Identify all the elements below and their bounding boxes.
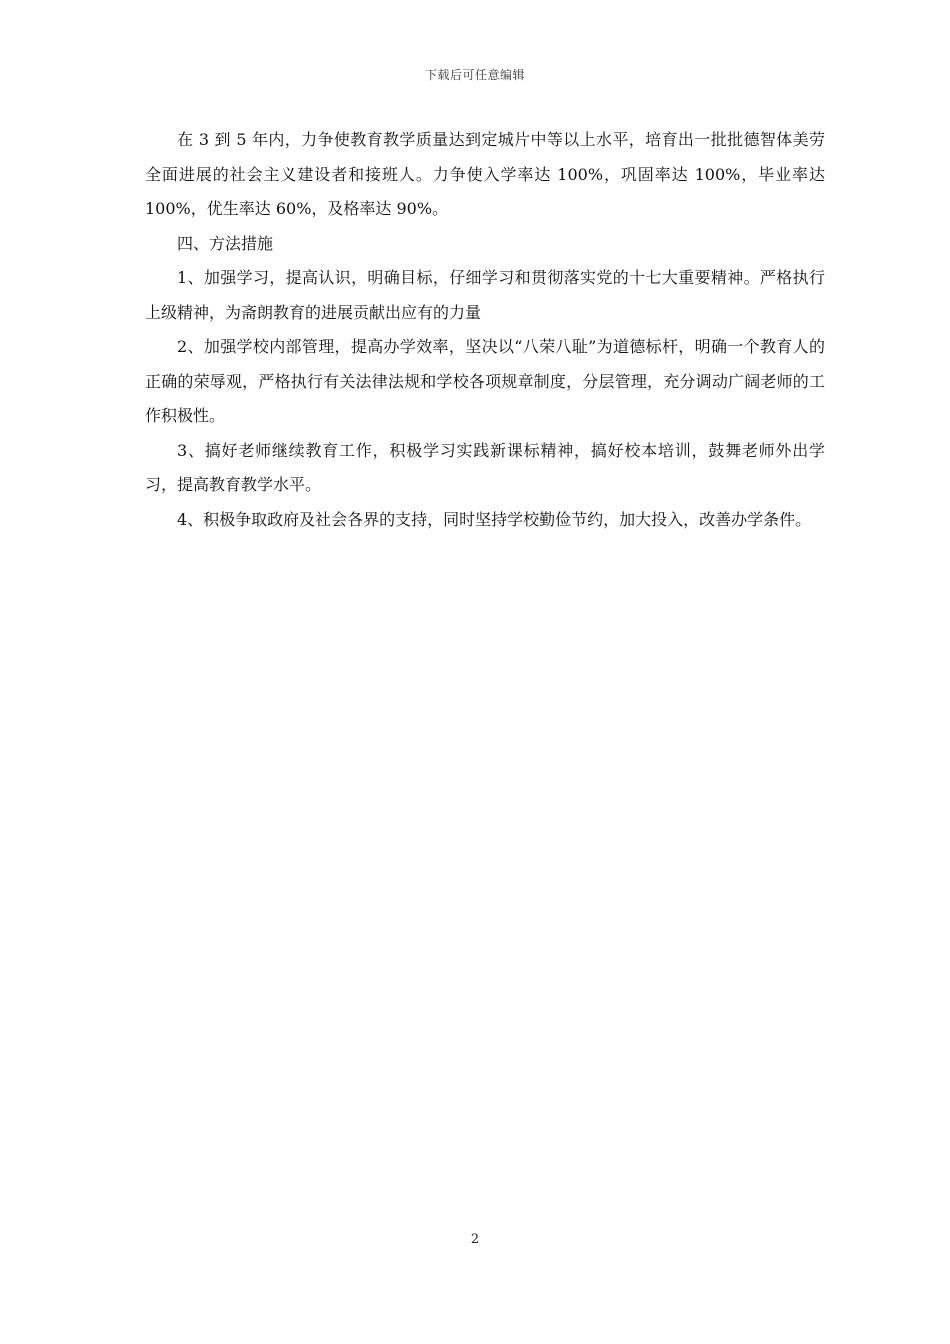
document-body (145, 123, 831, 537)
page-number: 2 (470, 1232, 480, 1247)
paragraph-measure-1: 1、加强学习，提高认识，明确目标，仔细学习和贯彻落实党的十七大重要精神。严格执行上级精神，为斋朗教育的进展贡献出应有的力量 (145, 268, 825, 322)
paragraph-measure-4: 4、积极争取政府及社会各界的支持，同时坚持学校勤俭节约，加大投入，改善办学条件。 (177, 509, 812, 529)
paragraph-measure-2: 2、加强学校内部管理，提高办学效率，坚决以“八荣八耻”为道德标杆，明确一个教育人的正确的荣辱观，严格执行有关法律法规和学校各项规章制度，分层管理，充分调动广阔老师的工作积极性。 (145, 337, 825, 425)
paragraph-measure-3: 3、搞好老师继续教育工作，积极学习实践新课标精神，搞好校本培训，鼓舞老师外出学习，提高教育教学水平。 (145, 440, 825, 494)
page-header: 下载后可任意编辑 (424, 68, 525, 82)
paragraph-goals: 在 3 到 5 年内，力争使教育教学质量达到定城片中等以上水平，培育出一批批德智体美劳全面进展的社会主义建设者和接班人。力争使入学率达 100%，巩固率达 100%，毕业率达 100%，优生率达 60%，及格率达 90%。 (145, 130, 831, 218)
section-heading-measures: 四、方法措施 (177, 233, 274, 253)
